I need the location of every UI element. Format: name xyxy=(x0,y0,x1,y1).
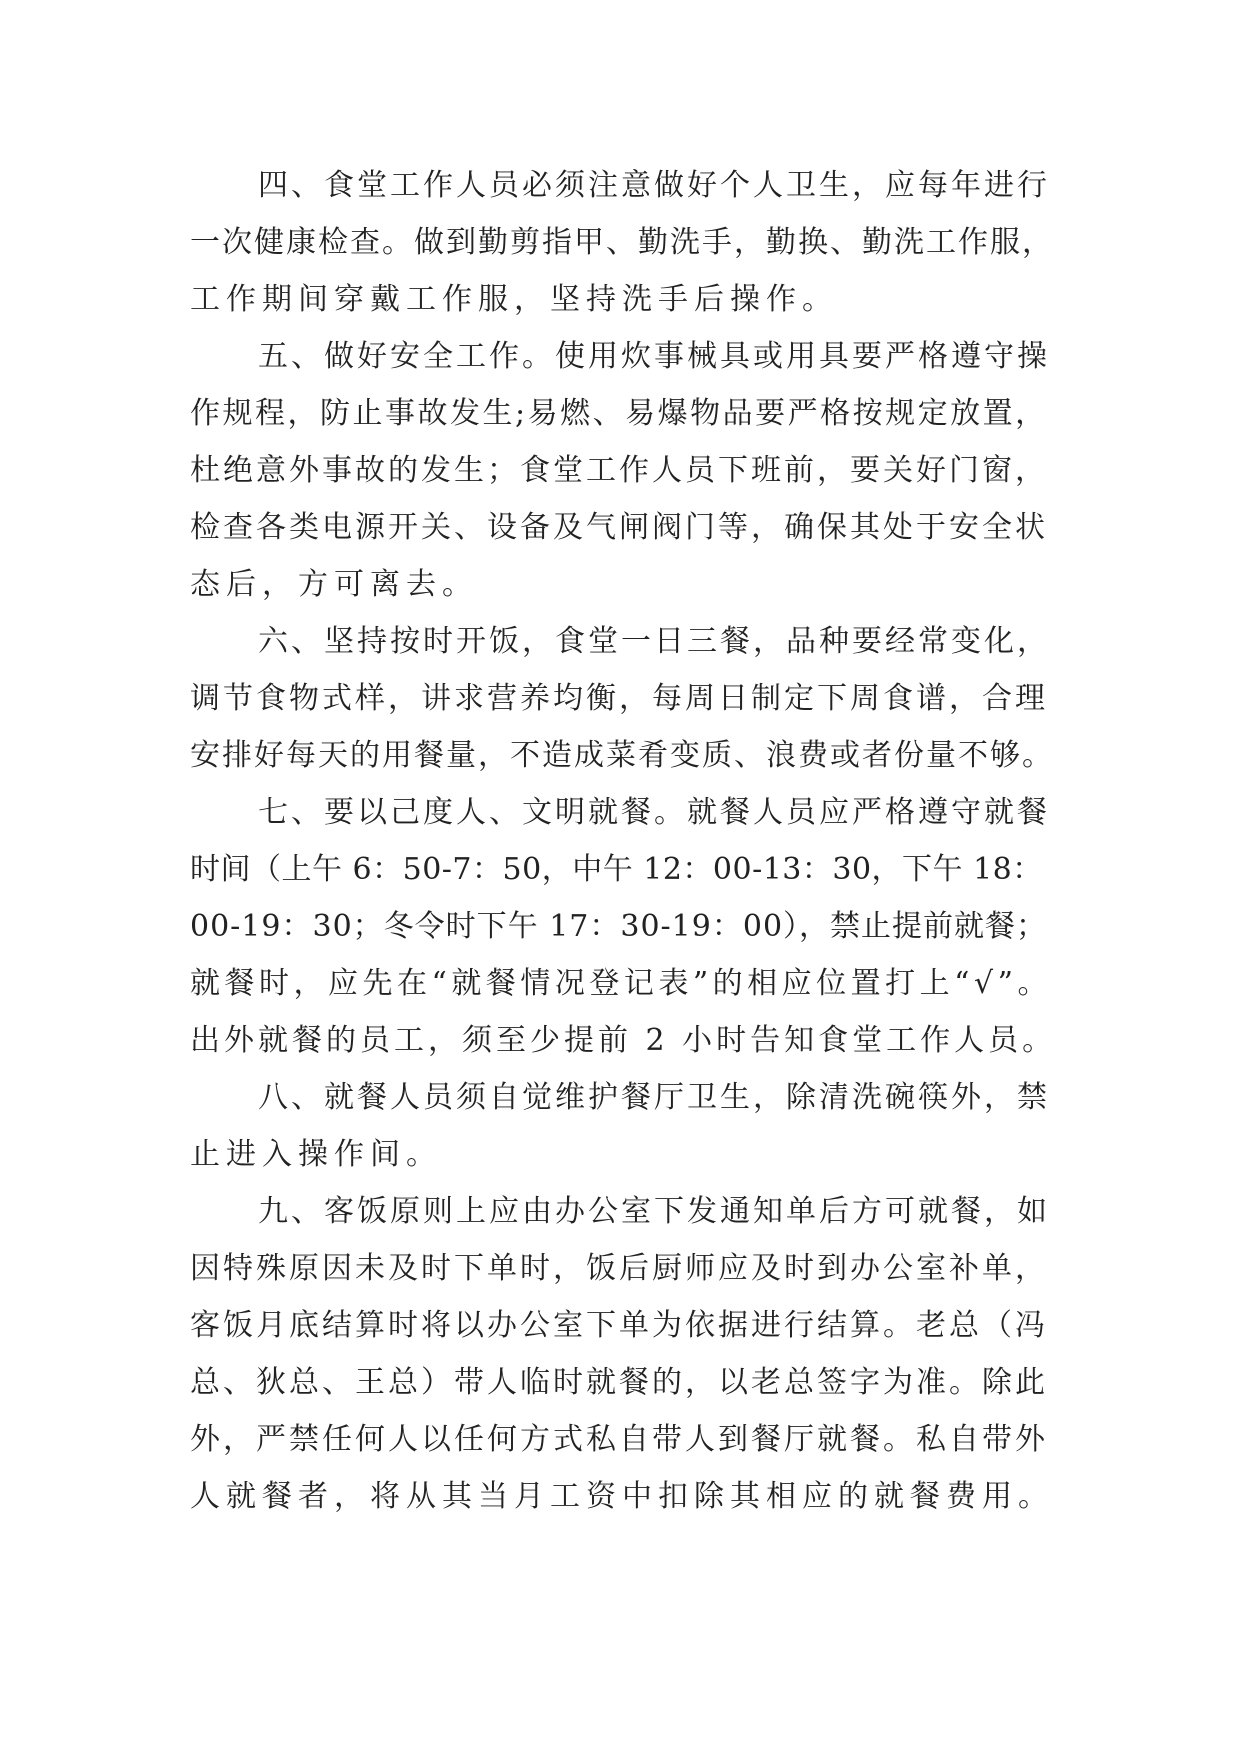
paragraph-5-line-4: 检查各类电源开关、设备及气闸阀门等，确保其处于安全状 xyxy=(190,510,1048,545)
paragraph-6-line-1: 六、坚持按时开饭，食堂一日三餐，品种要经常变化， xyxy=(258,624,1050,659)
paragraph-9-line-4: 总、狄总、王总）带人临时就餐的，以老总签字为准。除此 xyxy=(190,1365,1048,1400)
paragraph-5-line-1: 五、做好安全工作。使用炊事械具或用具要严格遵守操 xyxy=(258,339,1050,374)
paragraph-5-line-2: 作规程，防止事故发生;易燃、易爆物品要严格按规定放置， xyxy=(190,396,1048,431)
paragraph-9-line-5: 外，严禁任何人以任何方式私自带人到餐厅就餐。私自带外 xyxy=(190,1422,1048,1457)
paragraph-9-line-3: 客饭月底结算时将以办公室下单为依据进行结算。老总（冯 xyxy=(190,1308,1048,1343)
paragraph-7-line-2: 时间（上午 6：50-7：50，中午 12：00-13：30，下午 18： xyxy=(190,852,1043,887)
paragraph-9-line-1: 九、客饭原则上应由办公室下发通知单后方可就餐，如 xyxy=(258,1194,1050,1229)
paragraph-7-line-1: 七、要以己度人、文明就餐。就餐人员应严格遵守就餐 xyxy=(258,795,1050,830)
paragraph-7-line-3: 00-19：30；冬令时下午 17：30-19：00），禁止提前就餐； xyxy=(190,909,1048,944)
paragraph-7-line-4: 就餐时，应先在“就餐情况登记表”的相应位置打上“√”。 xyxy=(190,966,1052,1001)
paragraph-5-line-3: 杜绝意外事故的发生；食堂工作人员下班前，要关好门窗， xyxy=(190,453,1048,488)
paragraph-4-line-2: 一次健康检查。做到勤剪指甲、勤洗手，勤换、勤洗工作服， xyxy=(190,225,1054,260)
paragraph-4-line-3: 工作期间穿戴工作服，坚持洗手后操作。 xyxy=(190,282,838,317)
paragraph-8-line-2: 止进入操作间。 xyxy=(190,1137,442,1172)
paragraph-6-line-3: 安排好每天的用餐量，不造成菜肴变质、浪费或者份量不够。 xyxy=(190,738,1054,773)
paragraph-9-line-2: 因特殊原因未及时下单时，饭后厨师应及时到办公室补单， xyxy=(190,1251,1048,1286)
paragraph-6-line-2: 调节食物式样，讲求营养均衡，每周日制定下周食谱，合理 xyxy=(190,681,1048,716)
paragraph-4-line-1: 四、食堂工作人员必须注意做好个人卫生，应每年进行 xyxy=(258,168,1050,203)
paragraph-8-line-1: 八、就餐人员须自觉维护餐厅卫生，除清洗碗筷外，禁 xyxy=(258,1080,1050,1115)
paragraph-5-line-5: 态后，方可离去。 xyxy=(190,567,478,602)
paragraph-9-line-6: 人就餐者，将从其当月工资中扣除其相应的就餐费用。 xyxy=(190,1479,1054,1514)
paragraph-7-line-5: 出外就餐的员工，须至少提前 2 小时告知食堂工作人员。 xyxy=(190,1023,1057,1058)
